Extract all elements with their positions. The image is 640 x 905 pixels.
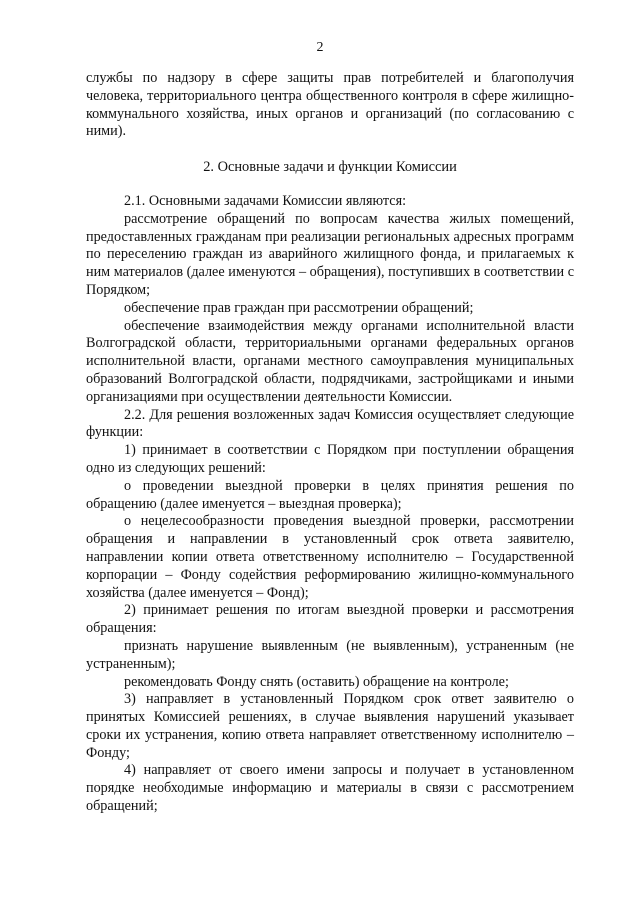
paragraph: 4) направляет от своего имени запросы и получает в установленном порядке необходимые информацию и материалы в связи с рассмотрением обращений; bbox=[86, 762, 574, 815]
paragraph: 2.1. Основными задачами Комиссии являются: bbox=[124, 192, 407, 209]
paragraph: 2.2. Для решения возложенных задач Комиссия осуществляет следующие функции: bbox=[86, 406, 574, 441]
paragraph: обеспечение прав граждан при рассмотрении обращений; bbox=[124, 299, 474, 316]
paragraph: рекомендовать Фонду снять (оставить) обращение на контроле; bbox=[124, 673, 509, 690]
document-body bbox=[86, 70, 574, 816]
paragraph: 1) принимает в соответствии с Порядком при поступлении обращения одно из следующих решений: bbox=[86, 442, 574, 476]
intro-paragraph: службы по надзору в сфере защиты прав потребителей и благополучия человека, территориального центра общественного контроля в сфере жилищно-коммунального хозяйства, иных органов и организаций (по согласованию с ними). bbox=[86, 70, 574, 140]
paragraph: рассмотрение обращений по вопросам качества жилых помещений, предоставленных гражданам при реализации региональных адресных программ по переселению граждан из аварийного жилищного фонда, и прилагаемых к ним материалов (далее именуются – обращения), поступивших в соответствии с Порядком; bbox=[86, 210, 574, 298]
paragraph: 3) направляет в установленный Порядком срок ответ заявителю о принятых Комиссией решениях, в случае выявления нарушений указывает сроки их устранения, копию ответа направляет ответственному исполнителю – Фонду; bbox=[86, 691, 574, 761]
paragraph: о проведении выездной проверки в целях принятия решения по обращению (далее именуется – выездная проверка); bbox=[86, 477, 574, 512]
paragraph: о нецелесообразности проведения выездной проверки, рассмотрении обращения и направлении в установленный срок ответа заявителю, направлении копии ответа ответственному исполнителю – Государственной корпорации – Фонду содействия реформированию жилищно-коммунального хозяйства (далее именуется – Фонд); bbox=[86, 513, 574, 601]
paragraph: обеспечение взаимодействия между органами исполнительной власти Волгоградской области, территориальными органами федеральных органов исполнительной власти, органами местного самоуправления муниципальных образований Волгоградской области, подрядчиками, застройщиками и иными организациями при осуществлении деятельности Комиссии. bbox=[86, 317, 574, 405]
paragraph: 2) принимает решения по итогам выездной проверки и рассмотрения обращения: bbox=[86, 602, 574, 637]
page-number: 2 bbox=[316, 40, 324, 55]
paragraph: признать нарушение выявленным (не выявленным), устраненным (не устраненным); bbox=[86, 637, 574, 672]
section-title: 2. Основные задачи и функции Комиссии bbox=[203, 159, 457, 176]
